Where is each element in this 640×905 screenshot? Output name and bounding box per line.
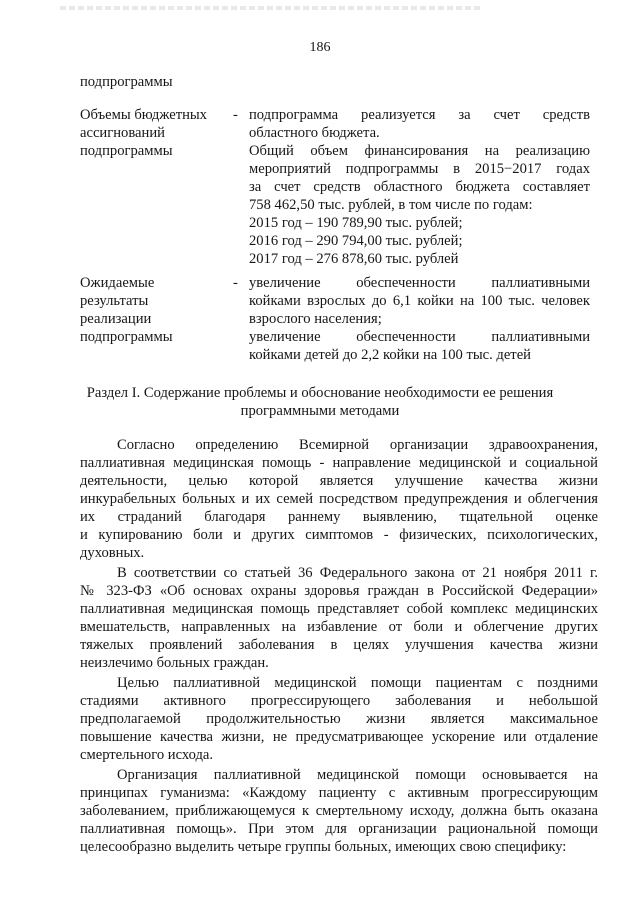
paragraph-line: принципах гуманизма: «Каждому пациенту с активным прогрессирующим — [80, 785, 598, 801]
paragraph-line: № 323-ФЗ «Об основах охраны здоровья граждан в Российской Федерации» — [80, 583, 598, 599]
budget-dash: - — [233, 107, 238, 123]
paragraph-line: Согласно определению Всемирной организации здравоохранения, — [117, 437, 598, 453]
paragraph-line: Целью паллиативной медицинской помощи пациентам с поздними — [117, 675, 598, 691]
paragraph-line: повышение качества жизни, не предусматривающее ускорение или отдаление — [80, 729, 598, 745]
paragraph-line: В соответствии со статьей 36 Федерального закона от 21 ноября 2011 г. — [117, 565, 598, 581]
paragraph-line: паллиативная помощь». При этом для организации рациональной помощи — [80, 821, 598, 837]
scan-header-artifact — [60, 6, 480, 10]
budget-label-line: подпрограммы — [80, 143, 173, 159]
paragraph-line: предполагаемой продолжительностью жизни является максимальное — [80, 711, 598, 727]
results-label-line: реализации — [80, 311, 152, 327]
paragraph-line: стадиями активного прогрессирующего заболевания и небольшой — [80, 693, 598, 709]
budget-label-line: Объемы бюджетных — [80, 107, 207, 123]
paragraph-line: заболеванием, приближающемуся к смертельному исходу, должна быть оказана — [80, 803, 598, 819]
paragraph-line: целесообразно выделить четыре группы больных, имеющих свою специфику: — [80, 839, 567, 855]
page-number: 186 — [309, 40, 331, 55]
budget-text-line: мероприятий подпрограммы в 2015−2017 годах — [249, 161, 590, 177]
paragraph-line: неизлечимо больных граждан. — [80, 655, 269, 671]
results-text-line: увеличение обеспеченности паллиативными — [249, 329, 590, 345]
budget-text-line: за счет средств областного бюджета составляет — [249, 179, 590, 195]
paragraph-line: смертельного исхода. — [80, 747, 214, 763]
budget-text-line: Общий объем финансирования на реализацию — [249, 143, 590, 159]
budget-text-line: подпрограмма реализуется за счет средств — [249, 107, 590, 123]
results-text-line: койками взрослых до 6,1 койки на 100 тыс. человек — [249, 293, 590, 309]
results-label-line: Ожидаемые — [80, 275, 155, 291]
results-text-line: взрослого населения; — [249, 311, 382, 327]
results-label-line: результаты — [80, 293, 149, 309]
paragraph-line: их страданий благодаря раннему выявлению, тщательной оценке — [80, 509, 598, 525]
budget-text-line: 2015 год – 190 789,90 тыс. рублей; — [249, 215, 463, 231]
paragraph-line: Организация паллиативной медицинской помощи основывается на — [117, 767, 598, 783]
paragraph-line: тяжелых проявлений заболевания в целях улучшения качества жизни — [80, 637, 598, 653]
paragraph-line: духовных. — [80, 545, 145, 561]
section-title-line: программными методами — [240, 403, 400, 419]
paragraph-line: и купированию боли и других симптомов - физических, психологических, — [80, 527, 598, 543]
paragraph-line: деятельности, целью которой является улучшение качества жизни — [80, 473, 598, 489]
budget-text-line: областного бюджета. — [249, 125, 380, 141]
results-dash: - — [233, 275, 238, 291]
budget-text-line: 758 462,50 тыс. рублей, в том числе по годам: — [249, 197, 533, 213]
budget-text-line: 2017 год – 276 878,60 тыс. рублей — [249, 251, 459, 267]
paragraph-line: инкурабельных больных и их семей посредством предупреждения и облегчения — [80, 491, 598, 507]
section-title-line: Раздел I. Содержание проблемы и обоснование необходимости ее решения — [86, 385, 554, 401]
paragraph-line: паллиативная медицинская помощь представляет собой комплекс медицинских — [80, 601, 598, 617]
results-text-line: увеличение обеспеченности паллиативными — [249, 275, 590, 291]
passport-top-fragment: подпрограммы — [80, 74, 173, 90]
results-text-line: койками детей до 2,2 койки на 100 тыс. детей — [249, 347, 531, 363]
results-label-line: подпрограммы — [80, 329, 173, 345]
paragraph-line: вмешательств, направленных на избавление от боли и облегчение других — [80, 619, 598, 635]
paragraph-line: паллиативная медицинская помощь - направление медицинской и социальной — [80, 455, 598, 471]
budget-label-line: ассигнований — [80, 125, 165, 141]
budget-text-line: 2016 год – 290 794,00 тыс. рублей; — [249, 233, 463, 249]
